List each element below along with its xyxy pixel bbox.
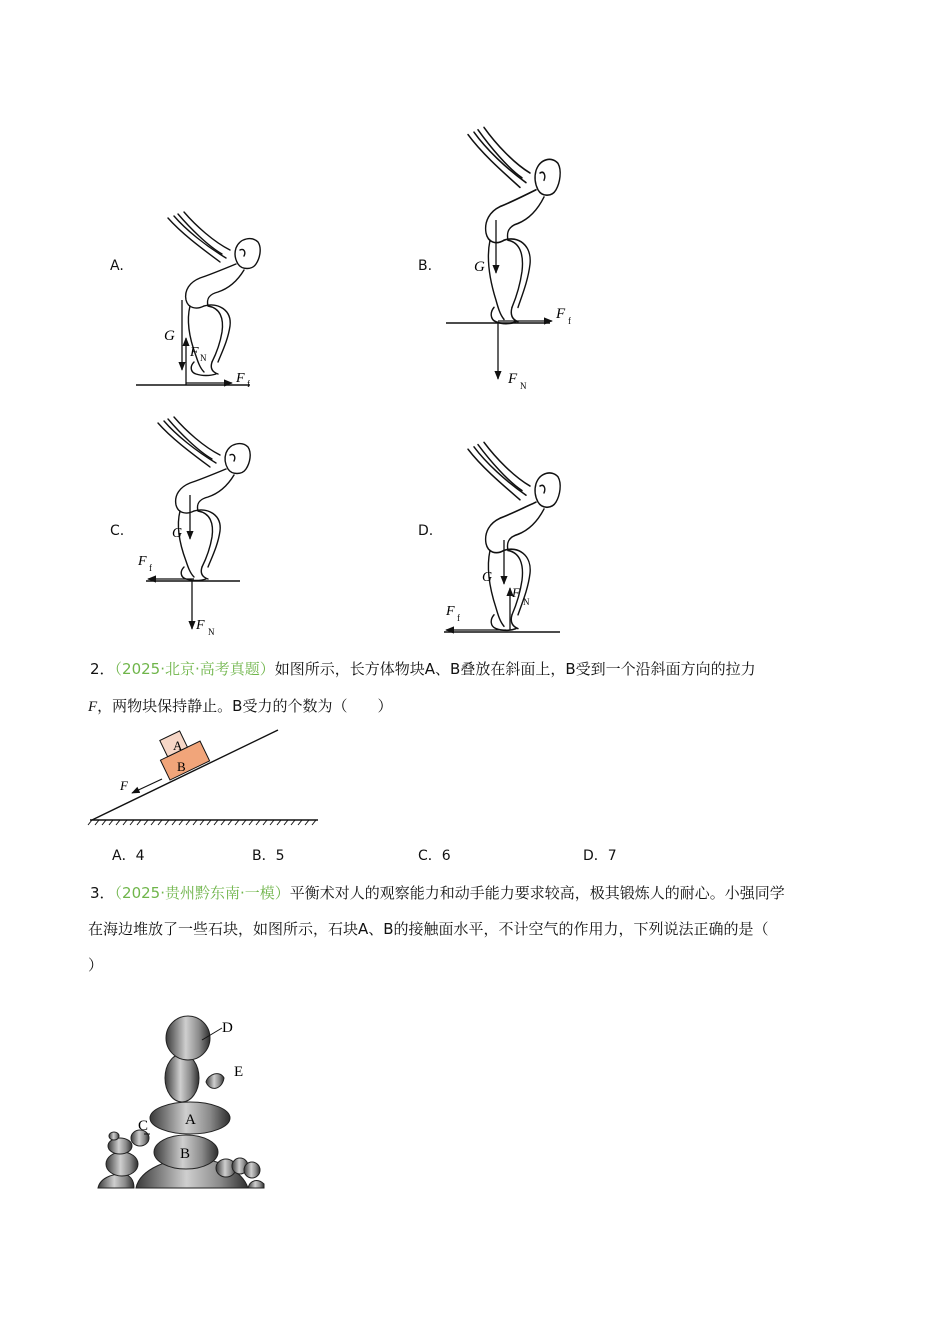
stones-figure	[92, 1008, 272, 1193]
svg-text:f: f	[247, 379, 250, 389]
question-source: （2025·北京·高考真题）	[114, 660, 275, 678]
svg-text:N: N	[208, 627, 215, 637]
svg-text:A: A	[173, 738, 183, 753]
force-f-label: F	[120, 778, 128, 793]
stone-b-label: B	[180, 1146, 191, 1162]
svg-text:F: F	[236, 371, 245, 386]
stone-e-label: E	[234, 1064, 244, 1080]
svg-text:G: G	[482, 570, 493, 585]
svg-text:N: N	[200, 353, 207, 363]
option-c-label: C.	[110, 523, 125, 539]
question-3-text-line3: ）	[88, 956, 104, 974]
svg-text:B: B	[177, 759, 186, 774]
svg-text:F: F	[196, 618, 205, 633]
svg-text:F: F	[138, 554, 147, 569]
stone-a-label: A	[185, 1112, 196, 1128]
stone-c-label: C	[138, 1118, 149, 1134]
svg-text:F: F	[508, 371, 518, 387]
question-source: （2025·贵州黔东南·一模）	[114, 884, 290, 902]
question-2-text	[90, 653, 870, 685]
svg-text:F: F	[446, 604, 455, 619]
force-g-label: G	[164, 328, 175, 344]
svg-text:F: F	[512, 585, 520, 600]
option-a-figure	[130, 210, 270, 395]
svg-text:f: f	[457, 613, 460, 623]
svg-text:N: N	[523, 597, 530, 607]
question-number: 2．	[90, 660, 115, 678]
question-number: 3．	[90, 884, 115, 902]
option-b-label: B.	[418, 258, 433, 274]
question-3-text: 3．（2025·贵州黔东南·一模）平衡术对人的观察能力和动手能力要求较高，极其锻炼人的耐心。小强同学	[90, 884, 785, 902]
question-2-text-line2: F，两物块保持静止。B受力的个数为（ ）	[88, 697, 393, 715]
svg-text:F: F	[556, 306, 566, 322]
q2-option-a[interactable]: A．4	[112, 848, 145, 864]
option-d-label: D.	[418, 523, 434, 539]
question-stem-line1: 如图所示，长方体物块A、B叠放在斜面上，B受到一个沿斜面方向的拉力	[274, 660, 756, 678]
question-3-text-line2: 在海边堆放了一些石块，如图所示，石块A、B的接触面水平，不计空气的作用力，下列说法正确的是（	[88, 920, 769, 938]
svg-text:f: f	[149, 563, 152, 573]
svg-text:N: N	[520, 381, 527, 391]
incline-figure	[88, 728, 328, 828]
option-a-label: A.	[110, 258, 124, 274]
option-d-figure	[440, 440, 580, 640]
svg-text:F: F	[190, 345, 199, 360]
q2-option-d[interactable]: D．7	[583, 848, 617, 864]
option-c-figure	[130, 415, 270, 640]
q2-option-b[interactable]: B．5	[252, 848, 285, 864]
q2-option-c[interactable]: C．6	[418, 848, 451, 864]
svg-text:G: G	[172, 526, 183, 541]
svg-text:G: G	[474, 259, 485, 275]
svg-text:f: f	[568, 316, 571, 326]
option-b-figure	[440, 125, 590, 395]
stone-d-label: D	[222, 1020, 233, 1036]
